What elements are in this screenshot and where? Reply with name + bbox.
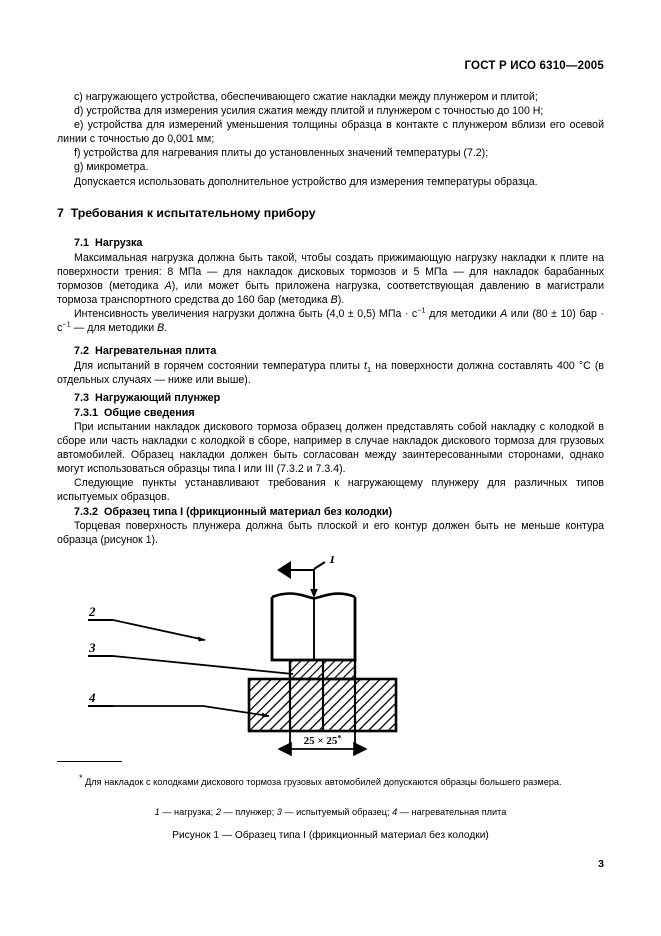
subsection-7-1-paragraph-2 bbox=[57, 307, 604, 335]
p1-text-a: Максимальная нагрузка должна быть такой, чтобы создать прижимающую нагрузку накладки к плите на поверхности трения: 8 МПа — для накладок дисковых тормозов и 5 МПа — для накладок барабанных тормозов (методика bbox=[57, 251, 604, 292]
callout-4-label: 4 bbox=[89, 690, 96, 705]
subsection-7-1-number: 7.1 bbox=[74, 237, 90, 249]
p1-text-c: ). bbox=[337, 293, 345, 306]
list-item-c: c) нагружающего устройства, обеспечивающего сжатие накладки между плунжером и плитой; bbox=[74, 91, 538, 103]
method-a-symbol-2: A bbox=[500, 307, 508, 320]
legend-item-4-number: 4 bbox=[392, 807, 398, 817]
subsection-7-3-title: Нагружающий плунжер bbox=[95, 392, 221, 404]
callout-2-label: 2 bbox=[89, 604, 96, 619]
callout-1-group bbox=[329, 556, 336, 566]
method-b-symbol-2: B bbox=[157, 321, 165, 334]
legend-item-2-number: 2 bbox=[215, 807, 221, 817]
callout-1-label: 1 bbox=[329, 556, 336, 566]
footnote-marker: * bbox=[79, 773, 83, 783]
subsection-7-1-title: Нагрузка bbox=[95, 237, 143, 249]
subsection-7-3-number: 7.3 bbox=[74, 392, 90, 404]
subsection-7-2 bbox=[57, 344, 604, 387]
p2-text-b: для методики bbox=[425, 307, 501, 320]
section-7-heading-wrap bbox=[57, 205, 604, 221]
list-item-g: g) микрометра. bbox=[74, 161, 149, 174]
legend-item-3-number: 3 bbox=[276, 807, 282, 817]
exponent-minus-one-a: −1 bbox=[417, 305, 426, 315]
temperature-index: 1 bbox=[367, 364, 372, 374]
requirements-list bbox=[57, 90, 604, 189]
s72-text-a: Для испытаний в горячем состоянии температура плиты bbox=[74, 359, 365, 372]
p2-text-e: . bbox=[164, 321, 168, 334]
subsection-7-3-heading bbox=[57, 391, 604, 406]
dimension-annotation bbox=[290, 731, 355, 755]
svg-text:25 × 25* bbox=[304, 734, 342, 748]
callout-4-group bbox=[88, 690, 270, 718]
test-specimen-shape bbox=[290, 660, 355, 679]
legend-item-1-number: 1 bbox=[154, 807, 160, 817]
callout-2-group bbox=[88, 604, 206, 641]
exponent-minus-one-b: −1 bbox=[62, 319, 71, 329]
subsection-7-3-2-title: Образец типа I (фрикционный материал без колодки) bbox=[104, 505, 393, 518]
footnote-body: Для накладок с колодками дискового тормоза грузовых автомобилей допускаются образцы большего размера. bbox=[85, 777, 562, 788]
subsection-7-3-1-paragraph-2: Следующие пункты устанавливают требования к нагружающему плунжеру для различных типов испытуемых образцов. bbox=[57, 477, 604, 504]
list-item-f: f) устройства для нагревания плиты до установленных значений температуры (7.2); bbox=[74, 147, 489, 160]
subsection-7-3-1-heading bbox=[57, 406, 604, 421]
subsection-7-3-2-paragraph: Торцевая поверхность плунжера должна быть плоской и его контур должен быть не меньше контура образца (рисунок 1). bbox=[57, 520, 604, 547]
subsection-7-2-heading bbox=[57, 344, 604, 359]
s72-text-b: на поверхности должна составлять 400 °С (в отдельных случаях — ниже или выше). bbox=[57, 359, 604, 386]
section-7-heading bbox=[57, 205, 604, 221]
method-a-symbol: A bbox=[164, 279, 172, 292]
subsection-7-2-paragraph bbox=[57, 359, 604, 387]
subsection-7-1-heading bbox=[57, 236, 604, 251]
callout-3-label: 3 bbox=[89, 640, 96, 655]
method-b-symbol: B bbox=[330, 293, 338, 306]
heating-plate-shape bbox=[249, 679, 396, 731]
page-number: 3 bbox=[598, 858, 604, 870]
list-item-d: d) устройства для измерения усилия сжатия между плитой и плунжером с точностью до 100 Н; bbox=[74, 105, 544, 118]
figure-1-drawing bbox=[57, 556, 604, 761]
subsection-7-3-2-number: 7.3.2 bbox=[74, 505, 99, 518]
subsection-7-3-1-paragraph-1: При испытании накладок дискового тормоза образец должен представлять собой накладку с колодкой в сборе или часть накладки с колодкой в сборе, например в случае накладок дискового тормоза для грузовых автомобилей. Образец накладки должен быть согласован между заинтересованными сторонами, однако могут использоваться образцы типа I или III (7.3.2 и 7.3.4). bbox=[57, 421, 604, 476]
p1-text-b: ), или может быть приложена нагрузка, соответствующая давлению в магистрали тормоза транспортного средства до 160 бар (методика bbox=[57, 279, 604, 306]
legend-item-1-text: — нагрузка; bbox=[162, 807, 214, 817]
p2-text-c: или (80 ± 10) бар · с bbox=[57, 307, 604, 334]
legend-item-2-text: — плунжер; bbox=[223, 807, 275, 817]
subsection-7-2-title: Нагревательная плита bbox=[95, 345, 217, 357]
figure-1-specimen-type-i bbox=[57, 556, 604, 761]
legend-item-3-text: — испытуемый образец; bbox=[284, 807, 390, 817]
plunger-shape bbox=[272, 594, 355, 661]
callout-3-group bbox=[88, 640, 293, 674]
figure-footnote bbox=[57, 772, 604, 788]
section-7-title: Требования к испытательному прибору bbox=[70, 206, 316, 220]
dimension-footnote-marker: * bbox=[337, 733, 342, 743]
figure-legend bbox=[57, 806, 604, 818]
standard-reference-header: ГОСТ Р ИСО 6310—2005 bbox=[464, 60, 604, 72]
subsection-7-3-1-number: 7.3.1 bbox=[74, 406, 99, 419]
legend-item-4-text: — нагревательная плита bbox=[399, 807, 507, 817]
footnote-paragraph bbox=[57, 772, 604, 788]
subsection-7-3-2-heading bbox=[57, 505, 604, 520]
subsection-7-3-1-title: Общие сведения bbox=[104, 406, 195, 419]
figure-1-caption: Рисунок 1 — Образец типа I (фрикционный материал без колодки) bbox=[172, 830, 489, 841]
p2-text-d: — для методики bbox=[70, 321, 158, 334]
list-item-e: e) устройства для измерений уменьшения толщины образца в контакте с плунжером вблизи его осевой линии с точностью до 0,001 мм; bbox=[57, 119, 604, 146]
section-7-number: 7 bbox=[57, 206, 64, 220]
footnote-separator-rule bbox=[57, 761, 122, 762]
temperature-symbol: t bbox=[364, 359, 367, 372]
subsection-7-3 bbox=[57, 391, 604, 547]
subsection-7-1-paragraph-1 bbox=[57, 251, 604, 307]
subsection-7-2-number: 7.2 bbox=[74, 345, 90, 357]
subsection-7-1 bbox=[57, 236, 604, 335]
p2-text-a: Интенсивность увеличения нагрузки должна быть (4,0 ± 0,5) МПа · с bbox=[74, 307, 418, 320]
requirements-closing-note: Допускается использовать дополнительное устройство для измерения температуры образца. bbox=[74, 175, 538, 188]
dimension-value: 25 × 25 bbox=[303, 735, 338, 747]
